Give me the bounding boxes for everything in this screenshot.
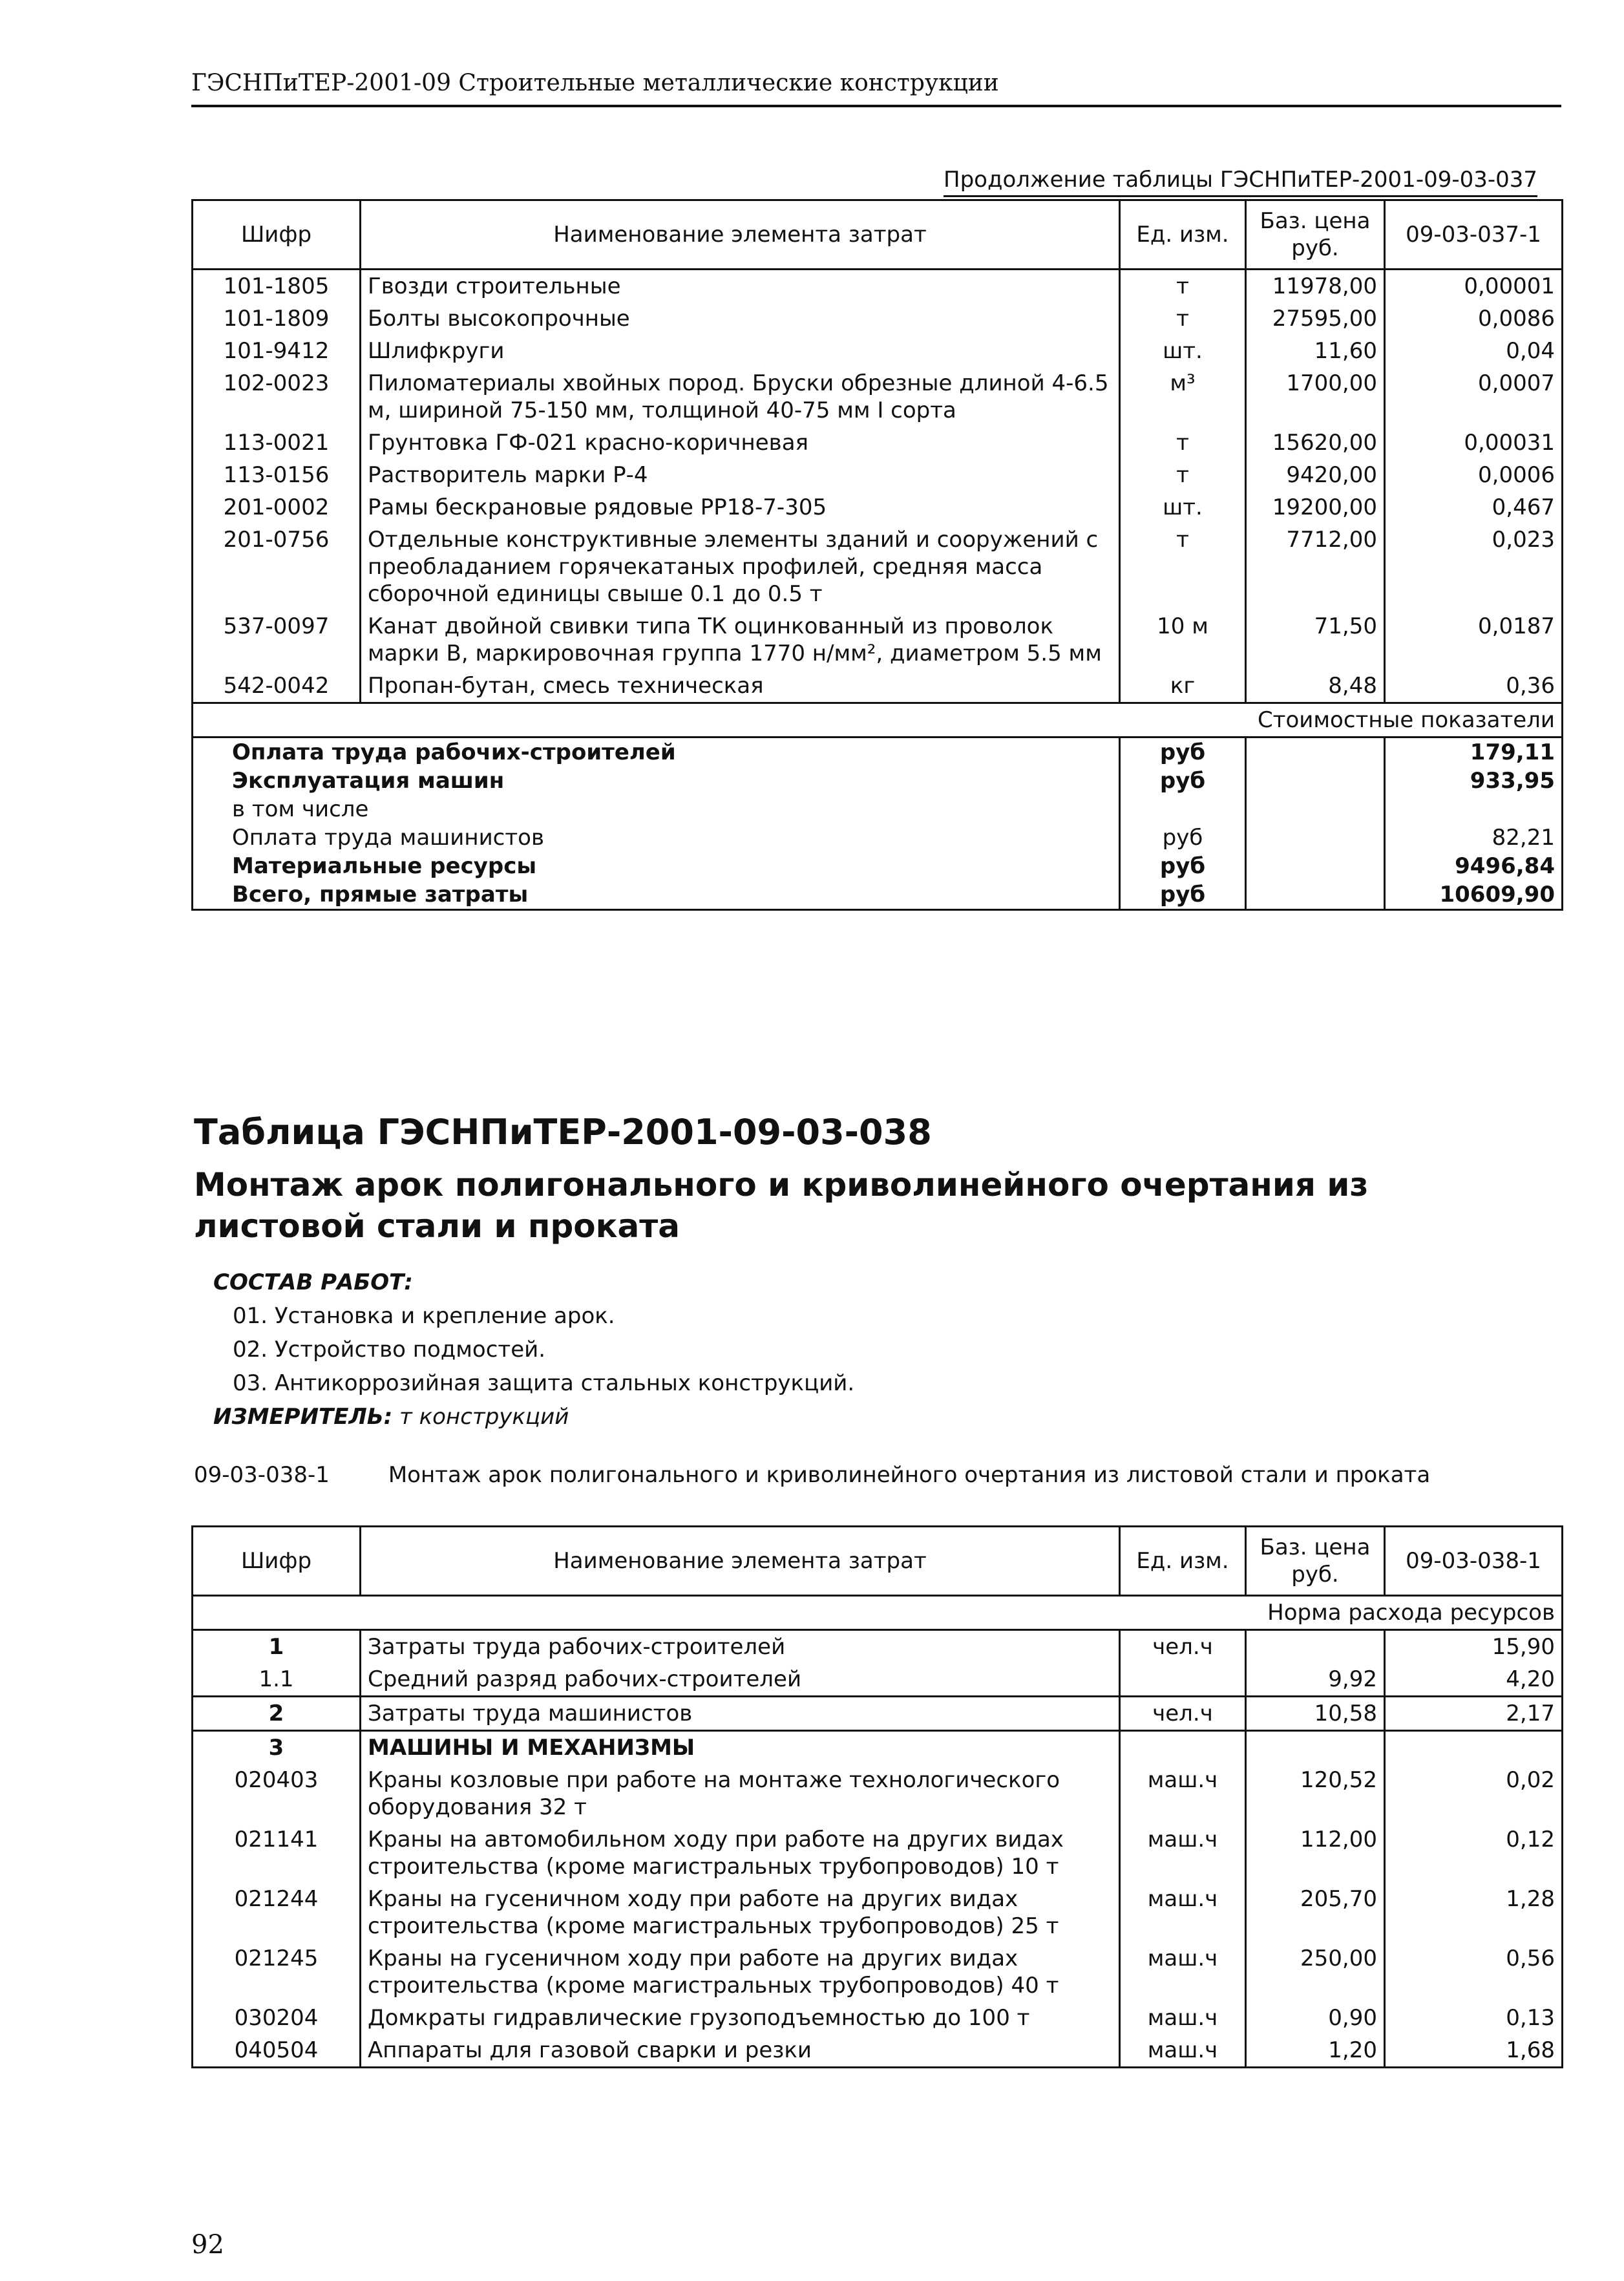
cell-value: 1,68 <box>1385 2034 1563 2068</box>
cell-name: Пиломатериалы хвойных пород. Бруски обрезные длиной 4-6.5 м, шириной 75-150 мм, толщиной 40-75 мм I сорта <box>361 367 1120 427</box>
cell-price: 250,00 <box>1246 1942 1385 2002</box>
summary-label: Эксплуатация машин <box>193 767 1120 795</box>
cell-name: Пропан-бутан, смесь техническая <box>361 670 1120 703</box>
cell-code: 537-0097 <box>193 610 361 670</box>
cell-unit: маш.ч <box>1120 2034 1246 2068</box>
work-item: 02. Устройство подмостей. <box>233 1337 546 1363</box>
cell-unit: маш.ч <box>1120 2002 1246 2034</box>
cell-price: 7712,00 <box>1246 524 1385 610</box>
table-row <box>193 459 1563 491</box>
summary-price-empty <box>1246 795 1385 823</box>
cell-code: 1.1 <box>193 1663 361 1697</box>
cell-price: 10,58 <box>1246 1697 1385 1731</box>
column-header-price: Баз. цена руб. <box>1246 1527 1385 1596</box>
cell-unit: шт. <box>1120 491 1246 524</box>
cell-price: 1700,00 <box>1246 367 1385 427</box>
cell-value: 0,02 <box>1385 1764 1563 1823</box>
table-row <box>193 1883 1563 1942</box>
cell-unit: маш.ч <box>1120 1764 1246 1823</box>
table-row <box>193 1942 1563 2002</box>
cell-value: 15,90 <box>1385 1630 1563 1664</box>
summary-row <box>193 737 1563 767</box>
summary-label: Оплата труда рабочих-строителей <box>193 737 1120 767</box>
cell-value: 0,04 <box>1385 335 1563 367</box>
work-item: 01. Установка и крепление арок. <box>233 1303 615 1329</box>
cell-name: Средний разряд рабочих-строителей <box>361 1663 1120 1697</box>
cell-value: 0,36 <box>1385 670 1563 703</box>
summary-row <box>193 823 1563 852</box>
cell-name: Грунтовка ГФ-021 красно-коричневая <box>361 427 1120 459</box>
cell-unit: т <box>1120 524 1246 610</box>
table-037 <box>191 199 1563 911</box>
cell-price: 112,00 <box>1246 1823 1385 1883</box>
cell-name: Затраты труда машинистов <box>361 1697 1120 1731</box>
cell-code: 021141 <box>193 1823 361 1883</box>
table-row <box>193 302 1563 335</box>
summary-value <box>1385 795 1563 823</box>
cell-price: 27595,00 <box>1246 302 1385 335</box>
table-row <box>193 1764 1563 1823</box>
summary-label: Всего, прямые затраты <box>193 880 1120 910</box>
cell-value: 0,56 <box>1385 1942 1563 2002</box>
table-row <box>193 270 1563 303</box>
cell-unit: кг <box>1120 670 1246 703</box>
column-header-unit: Ед. изм. <box>1120 1527 1246 1596</box>
summary-value: 82,21 <box>1385 823 1563 852</box>
cell-code: 101-1809 <box>193 302 361 335</box>
cell-name: Отдельные конструктивные элементы зданий и сооружений с преобладанием горячекатаных профилей, средняя масса сборочной единицы свыше 0.1 до 0.5 т <box>361 524 1120 610</box>
table-row <box>193 335 1563 367</box>
table-subtitle: Монтаж арок полигонального и криволинейного очертания из листовой стали и проката <box>194 1166 1369 1245</box>
continuation-caption <box>944 167 1537 193</box>
work-composition <box>213 1266 854 1434</box>
cell-price: 1,20 <box>1246 2034 1385 2068</box>
summary-header: Стоимостные показатели <box>193 703 1563 737</box>
summary-unit: руб <box>1120 823 1246 852</box>
cell-unit: т <box>1120 302 1246 335</box>
summary-value: 933,95 <box>1385 767 1563 795</box>
table-row <box>193 1731 1563 1765</box>
table-title: Таблица ГЭСНПиТЕР-2001-09-03-038 <box>194 1112 932 1152</box>
table-038 <box>191 1525 1563 2068</box>
table-row <box>193 1823 1563 1883</box>
cell-price <box>1246 1731 1385 1765</box>
cell-price: 15620,00 <box>1246 427 1385 459</box>
cell-name: Затраты труда рабочих-строителей <box>361 1630 1120 1664</box>
header-text: ГЭСНПиТЕР-2001-09 Строительные металлические конструкции <box>191 70 999 96</box>
summary-value: 179,11 <box>1385 737 1563 767</box>
cell-price: 11978,00 <box>1246 270 1385 303</box>
table-037-body <box>193 200 1563 910</box>
cell-value <box>1385 1731 1563 1765</box>
cell-price: 11,60 <box>1246 335 1385 367</box>
summary-label: в том числе <box>193 795 1120 823</box>
cell-name: Краны козловые при работе на монтаже технологического оборудования 32 т <box>361 1764 1120 1823</box>
cell-unit: т <box>1120 459 1246 491</box>
cell-value: 0,00031 <box>1385 427 1563 459</box>
position-description: Монтаж арок полигонального и криволинейного очертания из листовой стали и проката <box>388 1462 1431 1488</box>
page-header <box>191 70 1561 96</box>
column-header-value: 09-03-037-1 <box>1385 200 1563 270</box>
cell-price <box>1246 1630 1385 1664</box>
table-row <box>193 2002 1563 2034</box>
column-header-price: Баз. цена руб. <box>1246 200 1385 270</box>
summary-unit: руб <box>1120 852 1246 880</box>
table-row <box>193 1630 1563 1664</box>
cell-unit: маш.ч <box>1120 1883 1246 1942</box>
position-code: 09-03-038-1 <box>194 1462 330 1488</box>
table-title-block <box>194 1112 1551 1247</box>
cell-code: 102-0023 <box>193 367 361 427</box>
cell-name: Домкраты гидравлические грузоподъемностью до 100 т <box>361 2002 1120 2034</box>
section-header-row <box>193 1596 1563 1630</box>
summary-price-empty <box>1246 737 1385 767</box>
cell-name: Краны на гусеничном ходу при работе на других видах строительства (кроме магистральных трубопроводов) 25 т <box>361 1883 1120 1942</box>
cell-code: 113-0156 <box>193 459 361 491</box>
cell-code: 030204 <box>193 2002 361 2034</box>
summary-row <box>193 767 1563 795</box>
summary-unit: руб <box>1120 737 1246 767</box>
cell-name: Аппараты для газовой сварки и резки <box>361 2034 1120 2068</box>
cell-code: 1 <box>193 1630 361 1664</box>
cell-code: 021245 <box>193 1942 361 2002</box>
cell-value: 0,467 <box>1385 491 1563 524</box>
cell-price: 8,48 <box>1246 670 1385 703</box>
cell-name: Гвозди строительные <box>361 270 1120 303</box>
cell-value: 1,28 <box>1385 1883 1563 1942</box>
summary-label: Оплата труда машинистов <box>193 823 1120 852</box>
column-header-value: 09-03-038-1 <box>1385 1527 1563 1596</box>
table-row <box>193 1697 1563 1731</box>
cell-value: 0,0187 <box>1385 610 1563 670</box>
meter-label: ИЗМЕРИТЕЛЬ: <box>213 1404 393 1430</box>
cell-unit: чел.ч <box>1120 1697 1246 1731</box>
column-header-name: Наименование элемента затрат <box>361 200 1120 270</box>
cell-name: Шлифкруги <box>361 335 1120 367</box>
cell-code: 040504 <box>193 2034 361 2068</box>
table-row <box>193 367 1563 427</box>
summary-row <box>193 795 1563 823</box>
column-header-name: Наименование элемента затрат <box>361 1527 1120 1596</box>
cell-name: Растворитель марки Р-4 <box>361 459 1120 491</box>
cell-name: Рамы бескрановые рядовые РР18-7-305 <box>361 491 1120 524</box>
table-row <box>193 524 1563 610</box>
cell-code: 201-0002 <box>193 491 361 524</box>
cell-value: 0,023 <box>1385 524 1563 610</box>
section-header: Норма расхода ресурсов <box>193 1596 1563 1630</box>
summary-value: 9496,84 <box>1385 852 1563 880</box>
continuation-caption-text: Продолжение таблицы ГЭСНПиТЕР-2001-09-03-037 <box>944 167 1538 193</box>
table-row <box>193 670 1563 703</box>
cell-value: 0,13 <box>1385 2002 1563 2034</box>
summary-header-row <box>193 703 1563 737</box>
summary-value: 10609,90 <box>1385 880 1563 910</box>
cell-value: 0,12 <box>1385 1823 1563 1883</box>
cell-code: 101-1805 <box>193 270 361 303</box>
summary-unit: руб <box>1120 767 1246 795</box>
position-line <box>194 1462 1430 1488</box>
cell-unit: маш.ч <box>1120 1823 1246 1883</box>
summary-price-empty <box>1246 767 1385 795</box>
cell-unit: 10 м <box>1120 610 1246 670</box>
cell-price: 0,90 <box>1246 2002 1385 2034</box>
cell-unit: маш.ч <box>1120 1942 1246 2002</box>
summary-unit: руб <box>1120 880 1246 910</box>
cell-name: Болты высокопрочные <box>361 302 1120 335</box>
cell-value: 4,20 <box>1385 1663 1563 1697</box>
cell-name: Канат двойной свивки типа ТК оцинкованный из проволок марки В, маркировочная группа 1770 н/мм², диаметром 5.5 мм <box>361 610 1120 670</box>
cell-code: 021244 <box>193 1883 361 1942</box>
cell-unit: т <box>1120 270 1246 303</box>
meter-value: т конструкций <box>399 1404 569 1430</box>
table-row <box>193 610 1563 670</box>
table-row <box>193 427 1563 459</box>
cell-value: 0,0007 <box>1385 367 1563 427</box>
cell-name: Краны на гусеничном ходу при работе на других видах строительства (кроме магистральных трубопроводов) 40 т <box>361 1942 1120 2002</box>
cell-unit: м³ <box>1120 367 1246 427</box>
cell-unit <box>1120 1731 1246 1765</box>
page-number: 92 <box>191 2230 224 2260</box>
cell-unit: т <box>1120 427 1246 459</box>
summary-row <box>193 852 1563 880</box>
cell-price: 120,52 <box>1246 1764 1385 1823</box>
meter-line <box>213 1400 854 1434</box>
continuation-caption-line <box>944 195 1537 197</box>
summary-price-empty <box>1246 823 1385 852</box>
table-row <box>193 1663 1563 1697</box>
cell-price: 71,50 <box>1246 610 1385 670</box>
cell-code: 2 <box>193 1697 361 1731</box>
cell-code: 020403 <box>193 1764 361 1823</box>
cell-unit <box>1120 1663 1246 1697</box>
column-header-code: Шифр <box>193 200 361 270</box>
cell-price: 19200,00 <box>1246 491 1385 524</box>
cell-price: 9420,00 <box>1246 459 1385 491</box>
cell-code: 113-0021 <box>193 427 361 459</box>
cell-price: 9,92 <box>1246 1663 1385 1697</box>
cell-unit: чел.ч <box>1120 1630 1246 1664</box>
table-row <box>193 2034 1563 2068</box>
summary-price-empty <box>1246 852 1385 880</box>
cell-code: 542-0042 <box>193 670 361 703</box>
cell-value: 0,0006 <box>1385 459 1563 491</box>
work-item: 03. Антикоррозийная защита стальных конструкций. <box>233 1370 855 1396</box>
column-header-code: Шифр <box>193 1527 361 1596</box>
table-038-body <box>193 1527 1563 2068</box>
table-header-row <box>193 1527 1563 1596</box>
cell-price: 205,70 <box>1246 1883 1385 1942</box>
header-rule <box>191 105 1561 107</box>
table-header-row <box>193 200 1563 270</box>
cell-name: Краны на автомобильном ходу при работе на других видах строительства (кроме магистральных трубопроводов) 10 т <box>361 1823 1120 1883</box>
table-row <box>193 491 1563 524</box>
cell-unit: шт. <box>1120 335 1246 367</box>
cell-code: 201-0756 <box>193 524 361 610</box>
cell-value: 0,00001 <box>1385 270 1563 303</box>
summary-price-empty <box>1246 880 1385 910</box>
cell-name: МАШИНЫ И МЕХАНИЗМЫ <box>361 1731 1120 1765</box>
summary-unit <box>1120 795 1246 823</box>
cell-value: 0,0086 <box>1385 302 1563 335</box>
column-header-unit: Ед. изм. <box>1120 200 1246 270</box>
work-label: СОСТАВ РАБОТ: <box>213 1269 413 1295</box>
summary-label: Материальные ресурсы <box>193 852 1120 880</box>
summary-row <box>193 880 1563 910</box>
cell-code: 3 <box>193 1731 361 1765</box>
cell-code: 101-9412 <box>193 335 361 367</box>
cell-value: 2,17 <box>1385 1697 1563 1731</box>
